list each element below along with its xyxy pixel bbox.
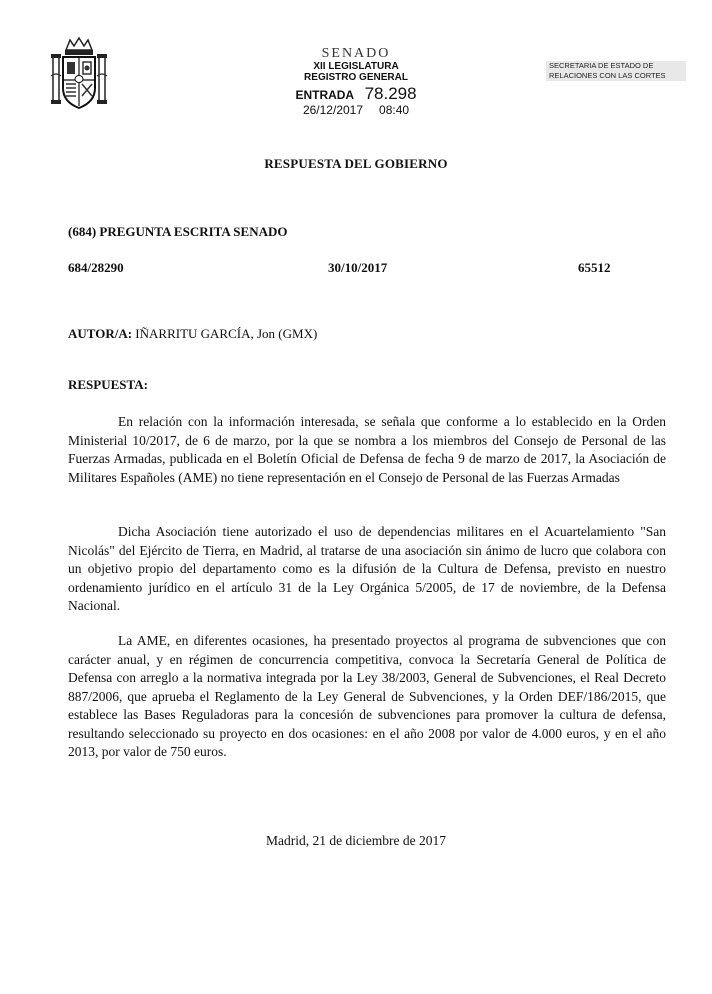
stamp-entrada-row [270, 85, 442, 104]
secretaria-line1: SECRETARIA DE ESTADO DE [549, 61, 654, 70]
reference-registro: 65512 [578, 260, 611, 275]
question-type: (684) PREGUNTA ESCRITA SENADO [68, 224, 288, 239]
response-label: RESPUESTA: [68, 377, 148, 392]
stamp-date: 26/12/2017 [302, 103, 364, 117]
closing-place-date: Madrid, 21 de diciembre de 2017 [266, 833, 446, 848]
paragraph-text: La AME, en diferentes ocasiones, ha presentado proyectos al programa de subvenciones que con carácter anual, y en régimen de concurrencia competitiva, convoca la Secretaría General de Política de Defensa con arreglo a la normativa integrada por la Ley 38/2003, General de Subvenciones, el Real Decreto 887/2006, que aprueba el Reglamento de la Ley General de Subvenciones, y la Orden DEF/186/2015, que establece las Bases Reguladoras para la concesión de subvenciones para promover la cultura de defensa, resultando seleccionado su proyecto en dos ocasiones: en el año 2008 por valor de 4.000 euros, y en el año 2013, por valor de 750 euros. [68, 633, 666, 759]
stamp-legislatura: XII LEGISLATURA [313, 61, 399, 72]
author-line [68, 326, 317, 342]
stamp-time: 08:40 [379, 103, 410, 117]
author-label: AUTOR/A: [68, 326, 133, 341]
stamp-entrada-number: 78.298 [364, 84, 417, 103]
reference-expediente: 684/28290 [68, 260, 124, 275]
stamp-registro: REGISTRO GENERAL [304, 72, 408, 83]
paragraph-text: En relación con la información interesada, se señala que conforme a lo establecido en la Orden Ministerial 10/2017, de 6 de marzo, por la que se nombra a los miembros del Consejo de Personal de las Fuerzas Armadas, publicada en el Boletín Oficial de Defensa de fecha 9 de marzo de 2017, la Asociación de Militares Españoles (AME) no tiene representación en el Consejo de Personal de las Fuerzas Armadas [68, 414, 666, 485]
registry-stamp [270, 46, 442, 117]
response-paragraph-2 [68, 523, 666, 616]
spain-coat-of-arms-icon [50, 36, 108, 112]
secretaria-label [546, 61, 686, 81]
stamp-institution: SENADO [321, 46, 391, 61]
response-paragraph-3 [68, 632, 666, 762]
paragraph-text: Dicha Asociación tiene autorizado el uso de dependencias militares en el Acuartelamiento "San Nicolás" del Ejército de Tierra, en Madrid, al tratarse de una asociación sin ánimo de lucro que colabora con un objetivo propio del departamento como es la difusión de la Cultura de Defensa, previsto en nuestro ordenamiento jurídico en el artículo 31 de la Ley Orgánica 5/2005, de 17 de noviembre, de la Defensa Nacional. [68, 524, 666, 613]
reference-date: 30/10/2017 [328, 260, 388, 275]
stamp-datetime [270, 104, 442, 117]
secretaria-line2: RELACIONES CON LAS CORTES [549, 70, 666, 80]
document-title: RESPUESTA DEL GOBIERNO [264, 156, 448, 171]
author-name: IÑARRITU GARCÍA, Jon (GMX) [135, 326, 318, 341]
response-paragraph-1 [68, 413, 666, 487]
stamp-entrada-label: ENTRADA [295, 88, 355, 102]
